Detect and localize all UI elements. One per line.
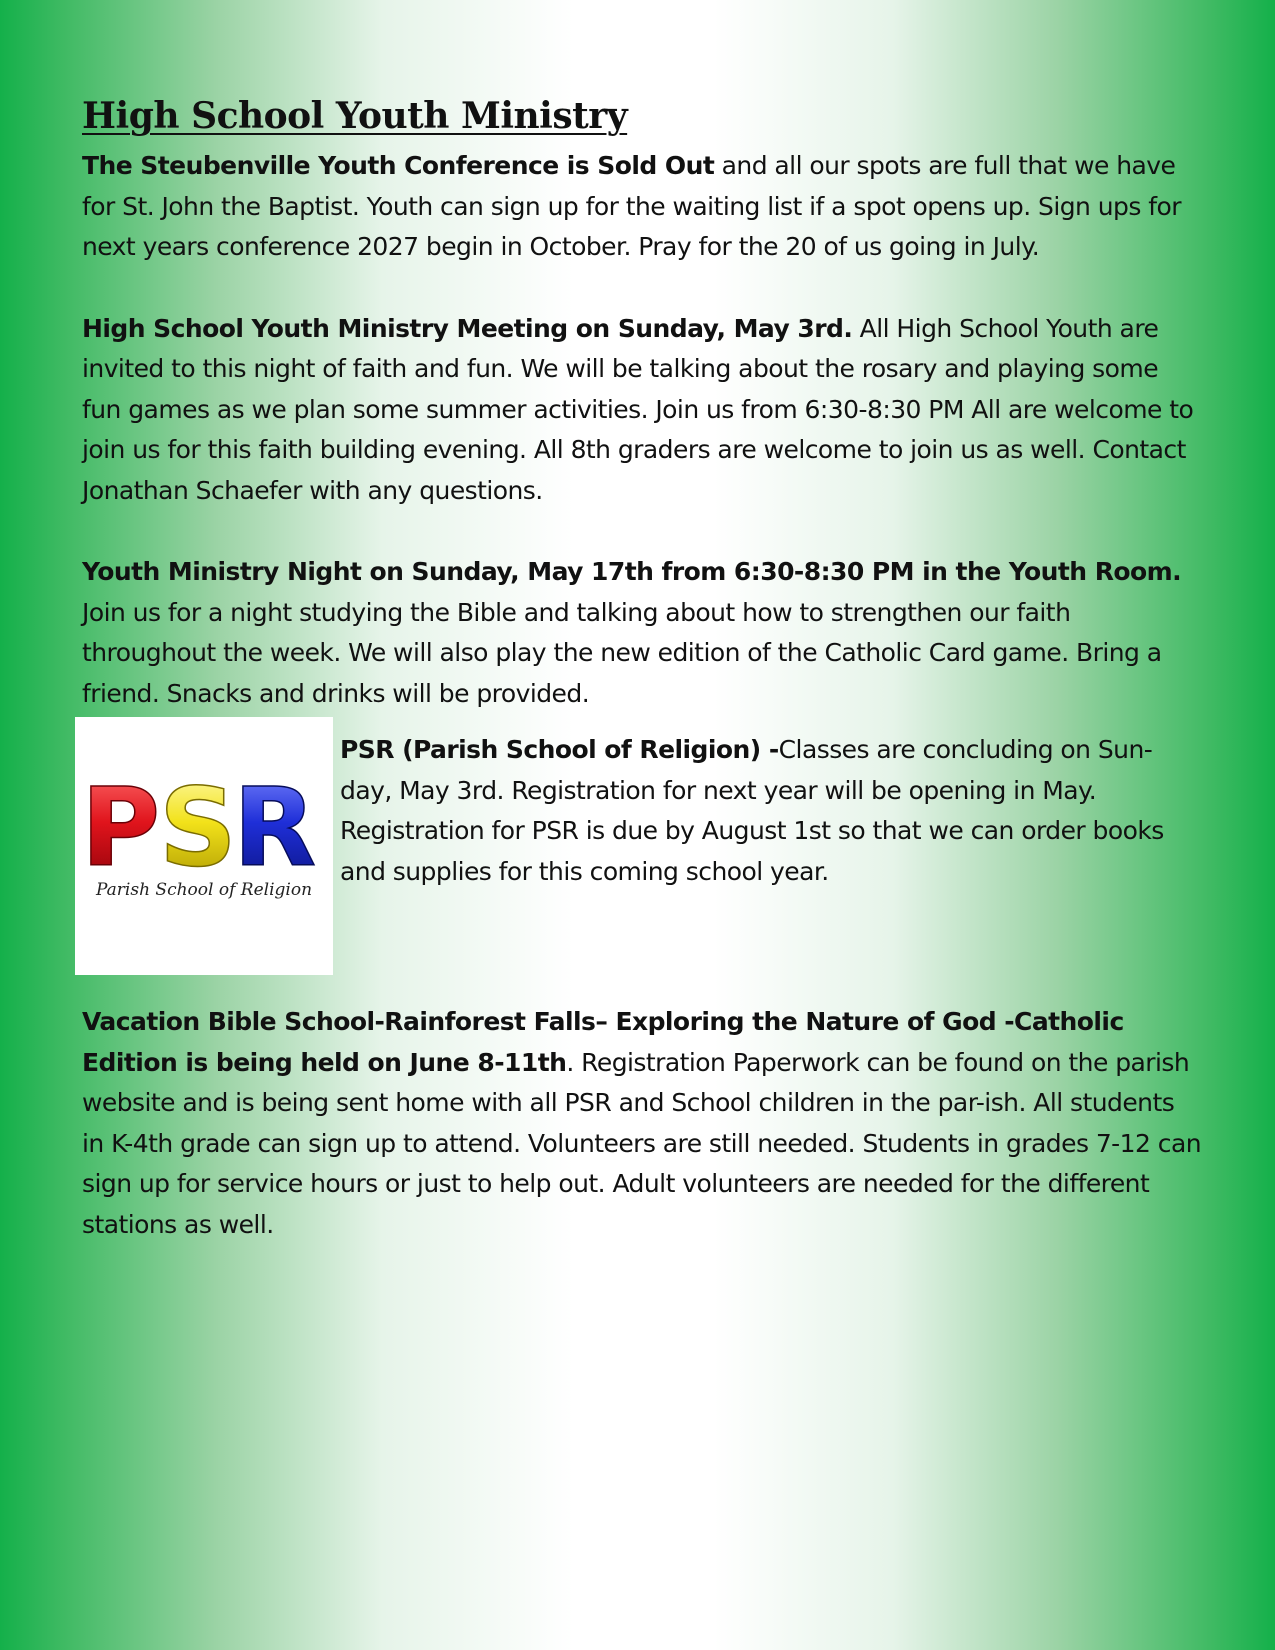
- steubenville-paragraph: [82, 146, 1202, 268]
- psr-text-block: [340, 730, 1200, 892]
- psr-paragraph: [340, 730, 1200, 892]
- steubenville-text: and all our spots are full that we have for St. John the Baptist. Youth can sign up for the waiting list if a spot opens up. Sign ups for next years conference 2027 begin in October. Pray for the 20 of us going in July.: [82, 151, 1181, 261]
- psr-text: Classes are concluding on Sun-day, May 3rd. Registration for next year will be opening in May. Registration for PSR is due by August 1st so that we can order books and supplies for this coming school year.: [340, 735, 1164, 886]
- vbs-paragraph: [82, 1002, 1202, 1245]
- page-title: High School Youth Ministry: [82, 95, 628, 137]
- spacer: [82, 511, 1202, 552]
- psr-letter-r: R: [233, 766, 317, 891]
- psr-logo: [75, 717, 333, 975]
- bulletin-page: [82, 92, 1202, 1245]
- vbs-text: . Registration Paperwork can be found on the parish website and is being sent home with all PSR and School children in the par-ish. All students in K-4th grade can sign up to attend. Volunteers are still needed. Students in grades 7-12 can sign up for service hours or just to help out. Adult volunteers are needed for the different stations as well.: [82, 1047, 1202, 1239]
- psr-logo-caption: Parish School of Religion: [95, 880, 313, 900]
- psr-section: [82, 714, 1202, 982]
- youth-night-text: Join us for a night studying the Bible and talking about how to strengthen our faith throughout the week. We will also play the new edition of the Catholic Card game. Bring a friend. Snacks and drinks will be provided.: [82, 597, 1162, 708]
- youth-night-paragraph: [82, 552, 1202, 714]
- psr-logo-graphic: [75, 717, 333, 975]
- meeting-paragraph: [82, 309, 1202, 512]
- spacer: [82, 268, 1202, 309]
- vbs-heading: Vacation Bible School-Rainforest Falls– Exploring the Nature of God -Catholic Edition is being held on June 8-11th: [82, 1007, 1124, 1077]
- steubenville-heading: The Steubenville Youth Conference is Sold Out: [82, 151, 715, 180]
- psr-letter-s: S: [159, 766, 237, 891]
- meeting-text: All High School Youth are invited to this night of faith and fun. We will be talking about the rosary and playing some fun games as we plan some summer activities. Join us from 6:30-8:30 PM All are welcome to join us for this faith building evening. All 8th graders are welcome to join us as well. Contact Jonathan Schaefer with any questions.: [82, 313, 1194, 505]
- psr-letter-p: P: [81, 766, 161, 891]
- youth-night-heading: Youth Ministry Night on Sunday, May 17th from 6:30-8:30 PM in the Youth Room.: [82, 557, 1182, 586]
- psr-heading: PSR (Parish School of Religion) -: [340, 735, 779, 764]
- meeting-heading: High School Youth Ministry Meeting on Sunday, May 3rd.: [82, 313, 853, 343]
- spacer: [82, 982, 1202, 1002]
